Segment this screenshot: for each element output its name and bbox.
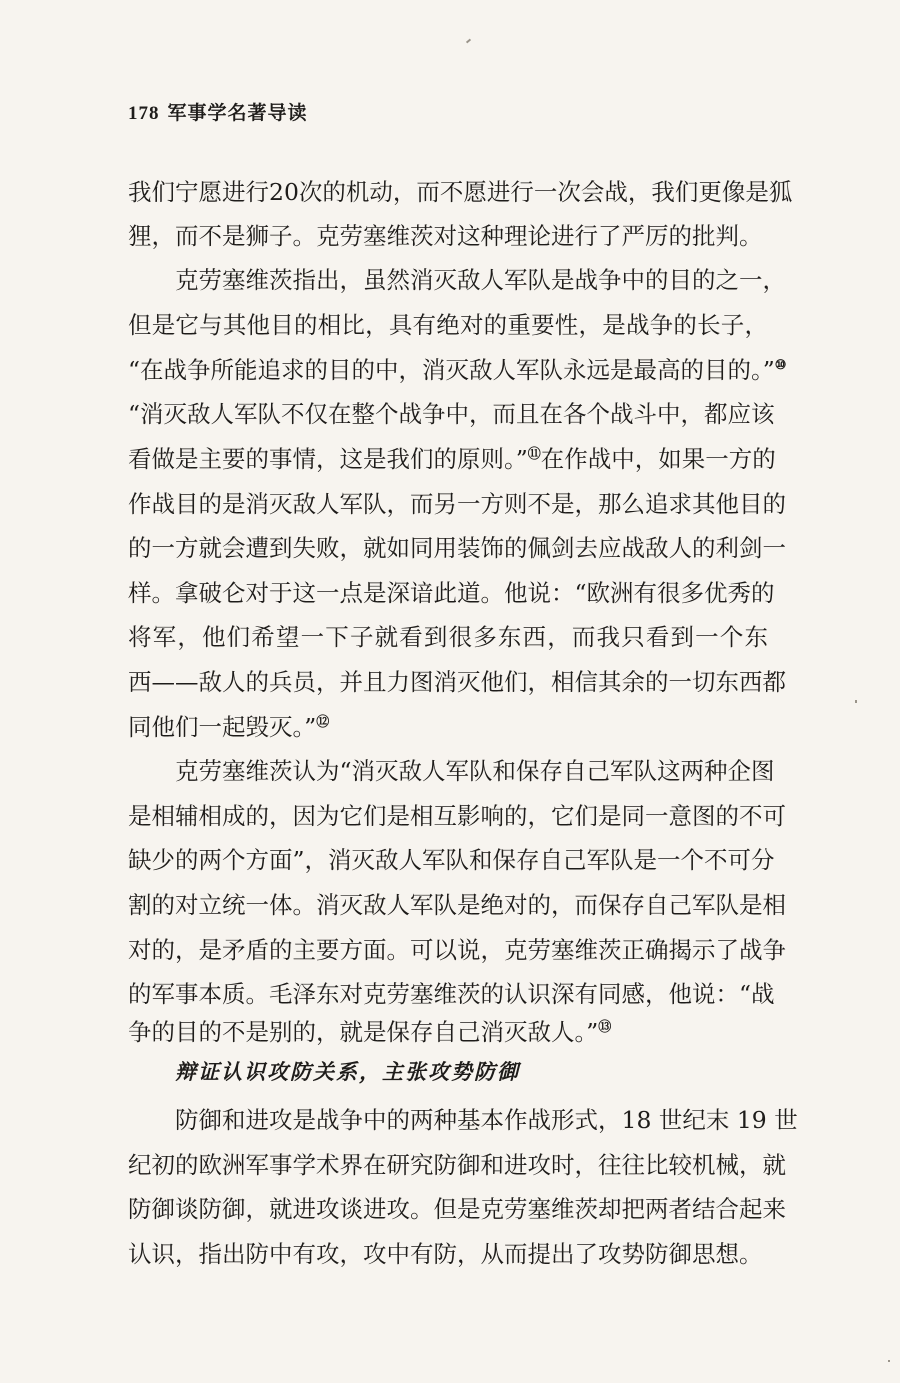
scan-speck [888,1360,890,1362]
scan-speck [855,700,857,703]
scan-speck [466,39,471,44]
text-line: 西——敌人的兵员，并且力图消灭他们，相信其余的一切东西都 [128,668,786,696]
page-number: 178 [128,103,160,124]
text-line: 样。拿破仑对于这一点是深谙此道。他说：“欧洲有很多优秀的 [128,579,775,607]
footnote-ref: ⑪ [527,447,541,462]
text-line: 我们宁愿进行20次的机动，而不愿进行一次会战，我们更像是狐 [128,178,793,206]
text-line: 割的对立统一体。消灭敌人军队是绝对的，而保存自己军队是相 [128,891,786,919]
text-line: 防御谈防御，就进攻谈进攻。但是克劳塞维茨却把两者结合起来 [128,1195,786,1223]
text-line: 克劳塞维茨认为“消灭敌人军队和保存自己军队这两种企图 [175,757,775,785]
text-line: 的一方就会遭到失败，就如同用装饰的佩剑去应战敌人的利剑一 [128,534,786,562]
text-line: 争的目的不是别的，就是保存自己消灭敌人。”⑬ [128,1018,612,1046]
text-line: 对的，是矛盾的主要方面。可以说，克劳塞维茨正确揭示了战争 [128,936,786,964]
text-line: “在战争所能追求的目的中，消灭敌人军队永远是最高的目的。”⑩ [128,356,787,384]
book-title: 军事学名著导读 [167,102,308,124]
text-line: 同他们一起毁灭。”⑫ [128,713,330,741]
footnote-ref: ⑫ [316,715,330,730]
text-line: 看做是主要的事情，这是我们的原则。”⑪在作战中，如果一方的 [128,445,776,473]
text-line: 是相辅相成的，因为它们是相互影响的，它们是同一意图的不可 [128,802,786,830]
text-line: 认识，指出防中有攻，攻中有防，从而提出了攻势防御思想。 [128,1240,763,1268]
section-heading: 辩证认识攻防关系，主张攻势防御 [175,1059,520,1084]
text-line: 克劳塞维茨指出，虽然消灭敌人军队是战争中的目的之一， [175,266,786,294]
text-line: 将军，他们希望一下子就看到很多东西，而我只看到一个东 [128,623,768,651]
text-line: “消灭敌人军队不仅在整个战争中，而且在各个战斗中，都应该 [128,400,775,428]
text-line: 狸，而不是狮子。克劳塞维茨对这种理论进行了严厉的批判。 [128,222,763,250]
text-line: 纪初的欧洲军事学术界在研究防御和进攻时，往往比较机械，就 [128,1151,786,1179]
running-head [128,98,308,125]
text-line: 作战目的是消灭敌人军队，而另一方则不是，那么追求其他目的 [128,490,786,518]
text-line: 的军事本质。毛泽东对克劳塞维茨的认识深有同感，他说：“战 [128,980,775,1008]
footnote-ref: ⑩ [774,358,787,373]
text-line: 但是它与其他目的相比，具有绝对的重要性，是战争的长子， [128,311,768,339]
text-line: 防御和进攻是战争中的两种基本作战形式，18 世纪末 19 世 [175,1106,798,1134]
text-line: 缺少的两个方面”，消灭敌人军队和保存自己军队是一个不可分 [128,846,775,874]
footnote-ref: ⑬ [598,1020,612,1035]
